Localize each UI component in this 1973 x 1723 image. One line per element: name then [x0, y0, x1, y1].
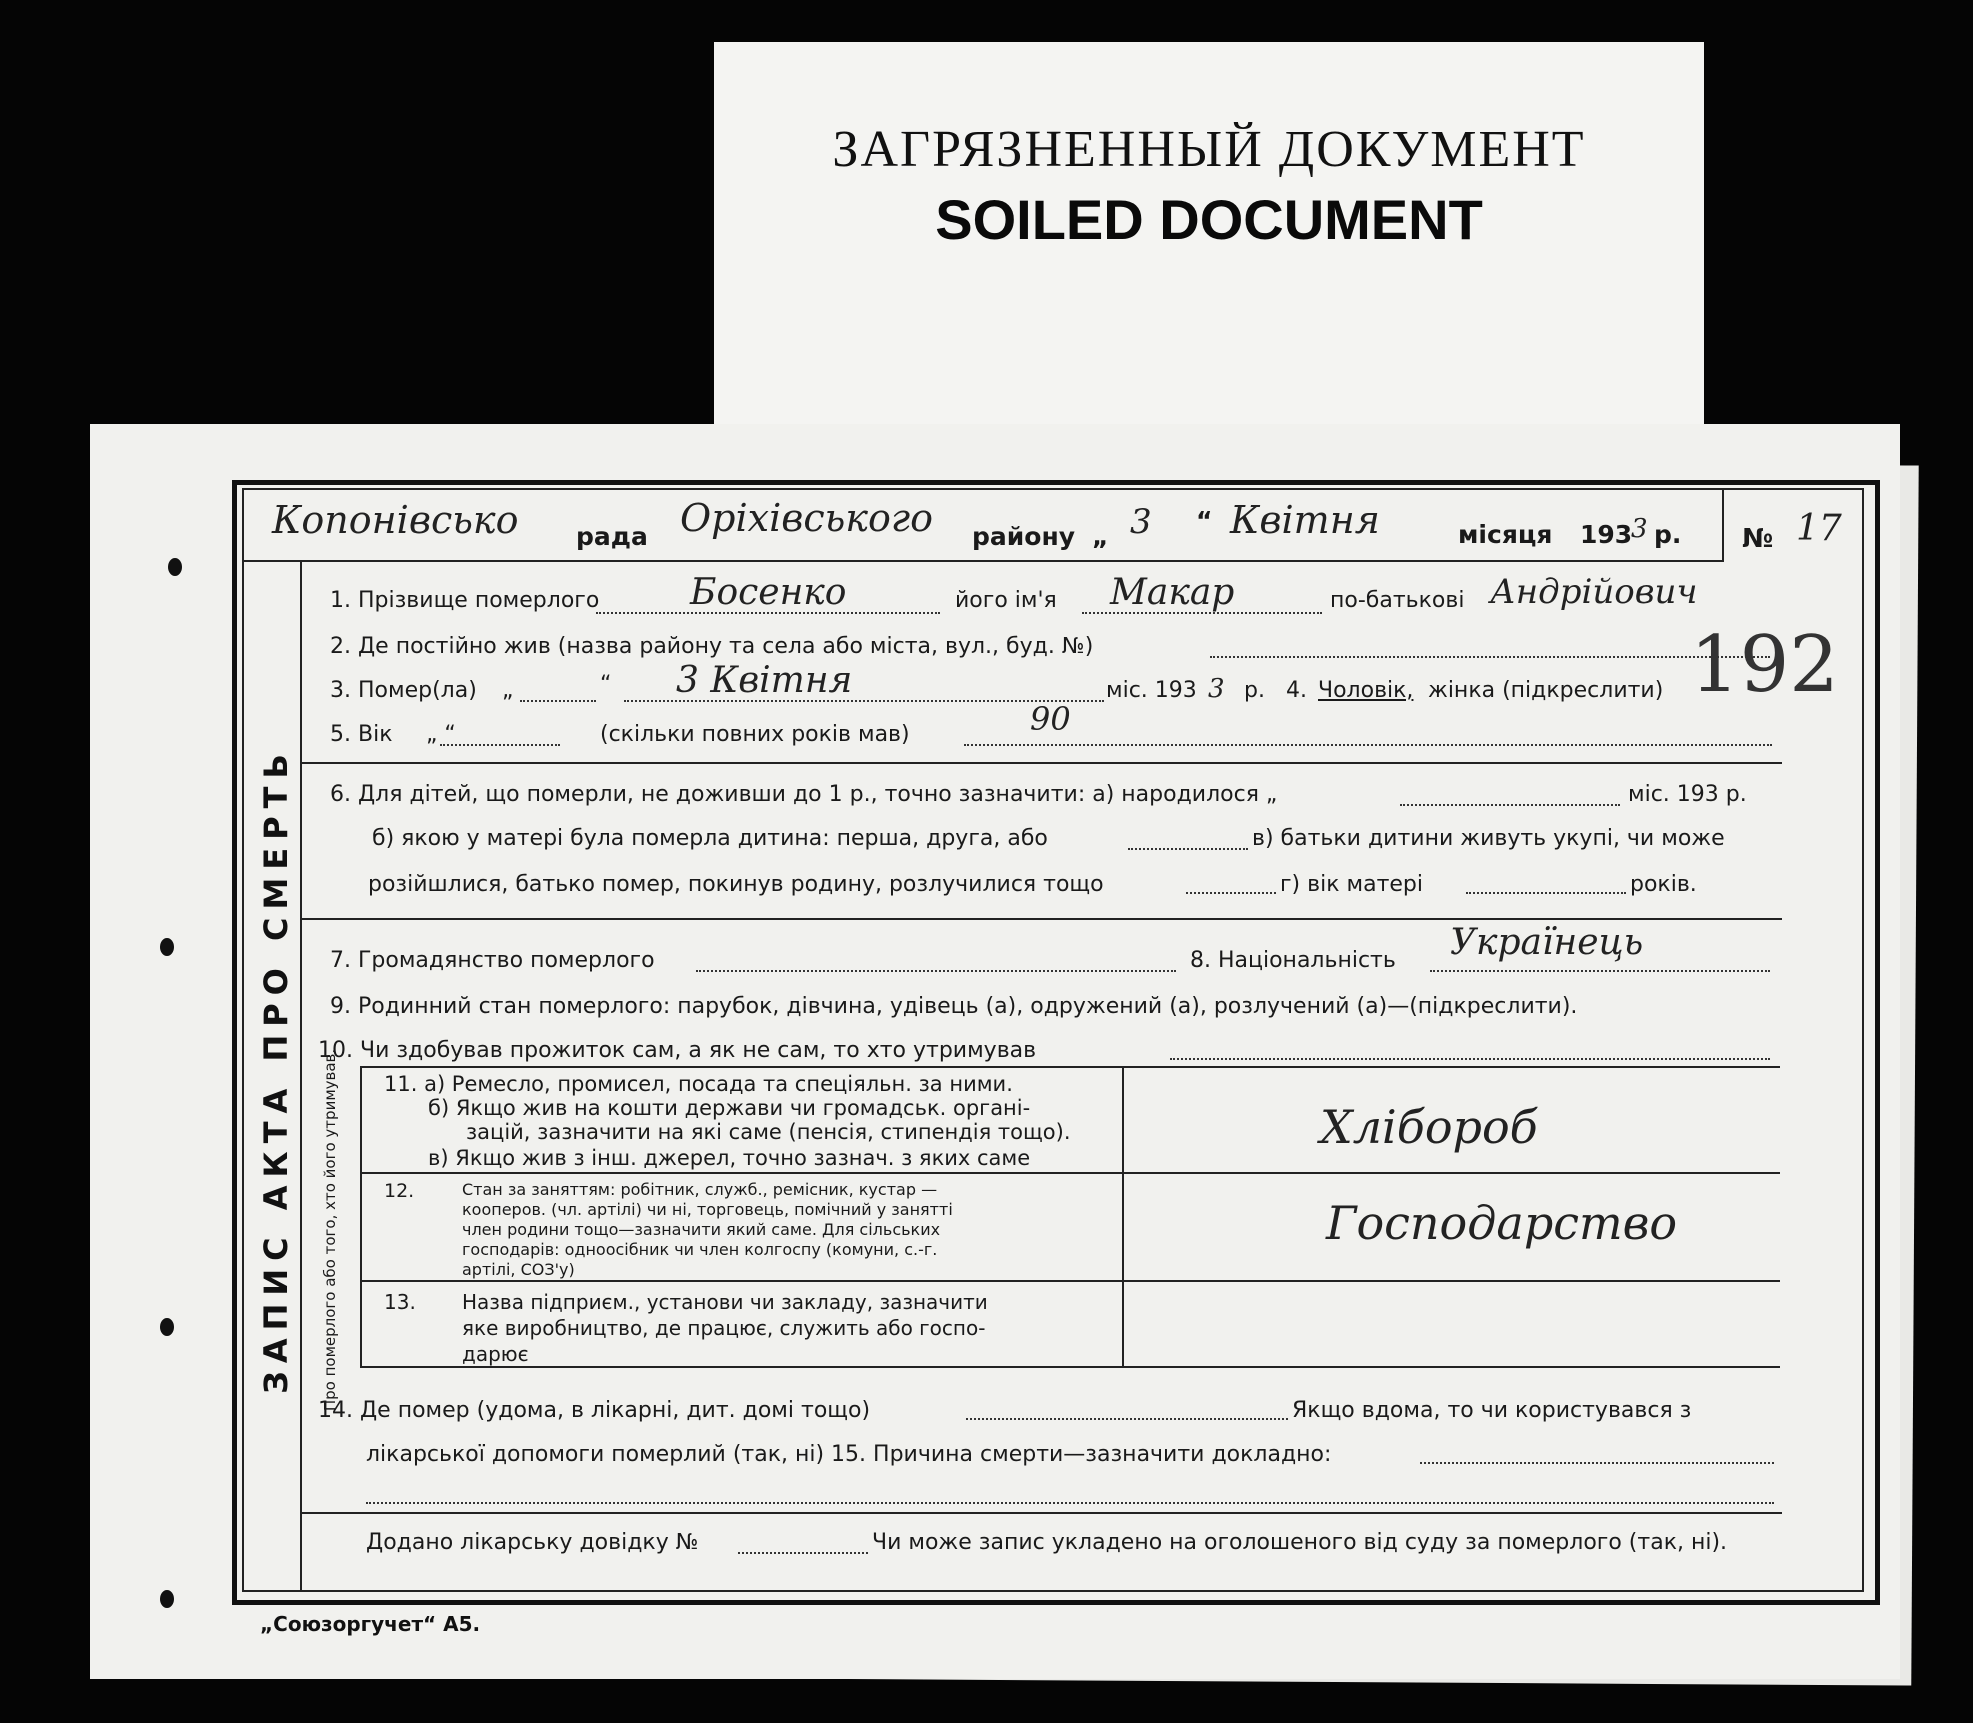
stamp-title-en: SOILED DOCUMENT	[935, 188, 1483, 251]
item13-number: 13.	[384, 1290, 416, 1314]
item12-line3: член родини тощо—зазначити який саме. Для сільських	[462, 1220, 941, 1239]
table-row-divider-2	[360, 1280, 1780, 1282]
item16-line	[738, 1552, 868, 1554]
item7-label: 7. Громадянство померлого	[330, 948, 655, 973]
punch-hole	[160, 1590, 174, 1608]
item3-day-line	[520, 700, 596, 702]
year-label: 193	[1580, 520, 1633, 549]
item16-b: Чи може запис укладено на оголошеного від суду за померлого (так, ні).	[872, 1530, 1728, 1555]
table-mid	[1122, 1066, 1124, 1366]
status-handwritten: Господарство	[1326, 1196, 1678, 1250]
punch-hole	[160, 938, 174, 956]
item6-line3a: розійшлися, батько помер, покинув родину, розлучилися тощо	[368, 872, 1104, 897]
item2-label: 2. Де постійно жив (назва району та села або міста, вул., буд. №)	[330, 634, 1094, 659]
item4-rest: жінка (підкреслити)	[1428, 678, 1664, 703]
item1-patronymic-label: по-батькові	[1330, 588, 1465, 613]
item6-line1: 6. Для дітей, що померли, не доживши до 1 р., точно зазначити: а) народилося „	[330, 782, 1278, 807]
name-line	[1082, 612, 1322, 614]
stamp-title-ru: ЗАГРЯЗНЕННЫЙ ДОКУМЕНТ	[832, 121, 1586, 178]
item15-line	[1420, 1462, 1774, 1464]
table-top	[360, 1066, 1780, 1068]
side-title: ЗАПИС АКТА ПРО СМЕРТЬ	[257, 746, 295, 1394]
item15-line1: лікарської допомоги померлий (так, ні) 15. Причина смерти—зазначити докладно:	[366, 1442, 1332, 1467]
archive-number-handwritten: 192	[1690, 620, 1839, 710]
item11-b1: б) Якщо жив на кошти держави чи громадськ. органі-	[428, 1096, 1031, 1120]
number-label: №	[1742, 524, 1774, 554]
item8-label: 8. Національність	[1190, 948, 1396, 973]
month-label: місяця	[1458, 520, 1553, 549]
item6-line2a: б) якою у матері була померла дитина: перша, друга, або	[372, 826, 1048, 851]
side-subtitle: Про померлого або того, хто його утримував.	[321, 1048, 339, 1412]
item12-line5: артілі, СОЗ'у)	[462, 1260, 575, 1279]
item12-line4: господарів: одноосібник чи член колгоспу (комуни, с.-г.	[462, 1240, 938, 1259]
item3-year-suffix: р.	[1244, 678, 1265, 703]
item12-number: 12.	[384, 1180, 415, 1202]
item6-mother-age-line	[1466, 892, 1626, 894]
quote-close: “	[1196, 506, 1213, 535]
surname-handwritten: Босенко	[690, 572, 847, 613]
divider-2	[302, 918, 1782, 920]
item3-quote-open: „	[502, 678, 514, 703]
table-left	[360, 1066, 362, 1366]
item6-line3b: г) вік матері	[1280, 872, 1423, 897]
item4-male-underlined: Чоловік,	[1318, 678, 1414, 703]
header-divider	[244, 560, 1724, 562]
patronymic-handwritten: Андрійович	[1490, 572, 1698, 612]
year-digit-handwritten: 3	[1631, 514, 1648, 544]
item3-year-label: міс. 193	[1106, 678, 1197, 703]
publisher-mark: „Союзоргучет“ А5.	[260, 1612, 481, 1636]
council-handwritten: Копонівсько	[272, 498, 519, 542]
item2-line	[1210, 656, 1770, 658]
divider-1	[302, 762, 1782, 764]
item11-b2: зацій, зазначити на які саме (пенсія, стипендія тощо).	[466, 1120, 1071, 1144]
number-handwritten: 17	[1796, 508, 1842, 549]
surname-line	[596, 612, 940, 614]
item3-quote-close: “	[600, 672, 612, 697]
item12-line2: кооперов. (чл. артілі) чи ні, торговець, помічний у занятті	[462, 1200, 953, 1219]
item13-line2: яке виробництво, де працює, служить або госпо-	[462, 1316, 986, 1340]
item1-label: 1. Прізвище померлого	[330, 588, 600, 613]
name-handwritten: Макар	[1110, 572, 1235, 613]
item7-line	[696, 970, 1176, 972]
item14-right: Якщо вдома, то чи користувався з	[1292, 1398, 1692, 1423]
divider-3	[302, 1512, 1782, 1514]
item5-line	[964, 744, 1772, 746]
item12-line1: Стан за заняттям: робітник, служб., ремісник, кустар —	[462, 1180, 938, 1199]
item14-label: 14. Де помер (удома, в лікарні, дит. домі тощо)	[318, 1398, 871, 1423]
occupation-handwritten: Хлібороб	[1320, 1100, 1538, 1154]
item6-parents-line	[1186, 892, 1276, 894]
item10-label: 10. Чи здобував прожиток сам, а як не сам, то хто утримував	[318, 1038, 1037, 1063]
death-year-digit: 3	[1208, 674, 1225, 704]
nationality-handwritten: Українець	[1450, 922, 1644, 963]
item13-line3: дарює	[462, 1342, 529, 1366]
item1-name-label: його ім'я	[955, 588, 1057, 613]
item6-line1-end: міс. 193 р.	[1628, 782, 1747, 807]
item6-order-line	[1128, 848, 1248, 850]
district-label: району	[972, 522, 1076, 551]
age-handwritten: 90	[1030, 700, 1071, 738]
item9-label: 9. Родинний стан померлого: парубок, дівчина, удівець (а), одружений (а), розлучений (а)—(підкреслити).	[330, 994, 1578, 1019]
item5-age-line	[440, 744, 560, 746]
item16-a: Додано лікарську довідку №	[366, 1530, 699, 1555]
item4-label: 4.	[1286, 678, 1307, 703]
punch-hole	[168, 558, 182, 576]
item13-line1: Назва підприєм., установи чи закладу, зазначити	[462, 1290, 988, 1314]
table-row-divider-1	[360, 1172, 1780, 1174]
item14-line	[966, 1418, 1288, 1420]
death-date-handwritten: 3 Квітня	[676, 660, 853, 701]
item6-line3c: років.	[1630, 872, 1697, 897]
item8-line	[1430, 970, 1770, 972]
item6-line2b: в) батьки дитини живуть укупі, чи може	[1252, 826, 1725, 851]
item5-text: (скільки повних років мав)	[600, 722, 910, 747]
table-bottom	[360, 1366, 1780, 1368]
quote-open: „	[1092, 522, 1109, 551]
number-divider	[1722, 490, 1724, 560]
item3-label: 3. Помер(ла)	[330, 678, 477, 703]
item5-quotes: „ “	[426, 722, 456, 747]
item11-c: в) Якщо жив з інш. джерел, точно зазнач. з яких саме	[428, 1146, 1031, 1170]
day-handwritten: 3	[1130, 502, 1152, 542]
item10-line	[1170, 1058, 1770, 1060]
item5-label: 5. Вік	[330, 722, 393, 747]
soiled-document-card	[714, 42, 1704, 462]
district-handwritten: Оріхівського	[680, 496, 933, 540]
item6-born-line	[1400, 804, 1620, 806]
council-label: рада	[576, 522, 648, 551]
item11-a: 11. а) Ремесло, промисел, посада та спеціяльн. за ними.	[384, 1072, 1013, 1096]
year-suffix: р.	[1654, 520, 1682, 549]
punch-hole	[160, 1318, 174, 1336]
item15-line2	[366, 1502, 1774, 1504]
month-handwritten: Квітня	[1230, 498, 1380, 542]
